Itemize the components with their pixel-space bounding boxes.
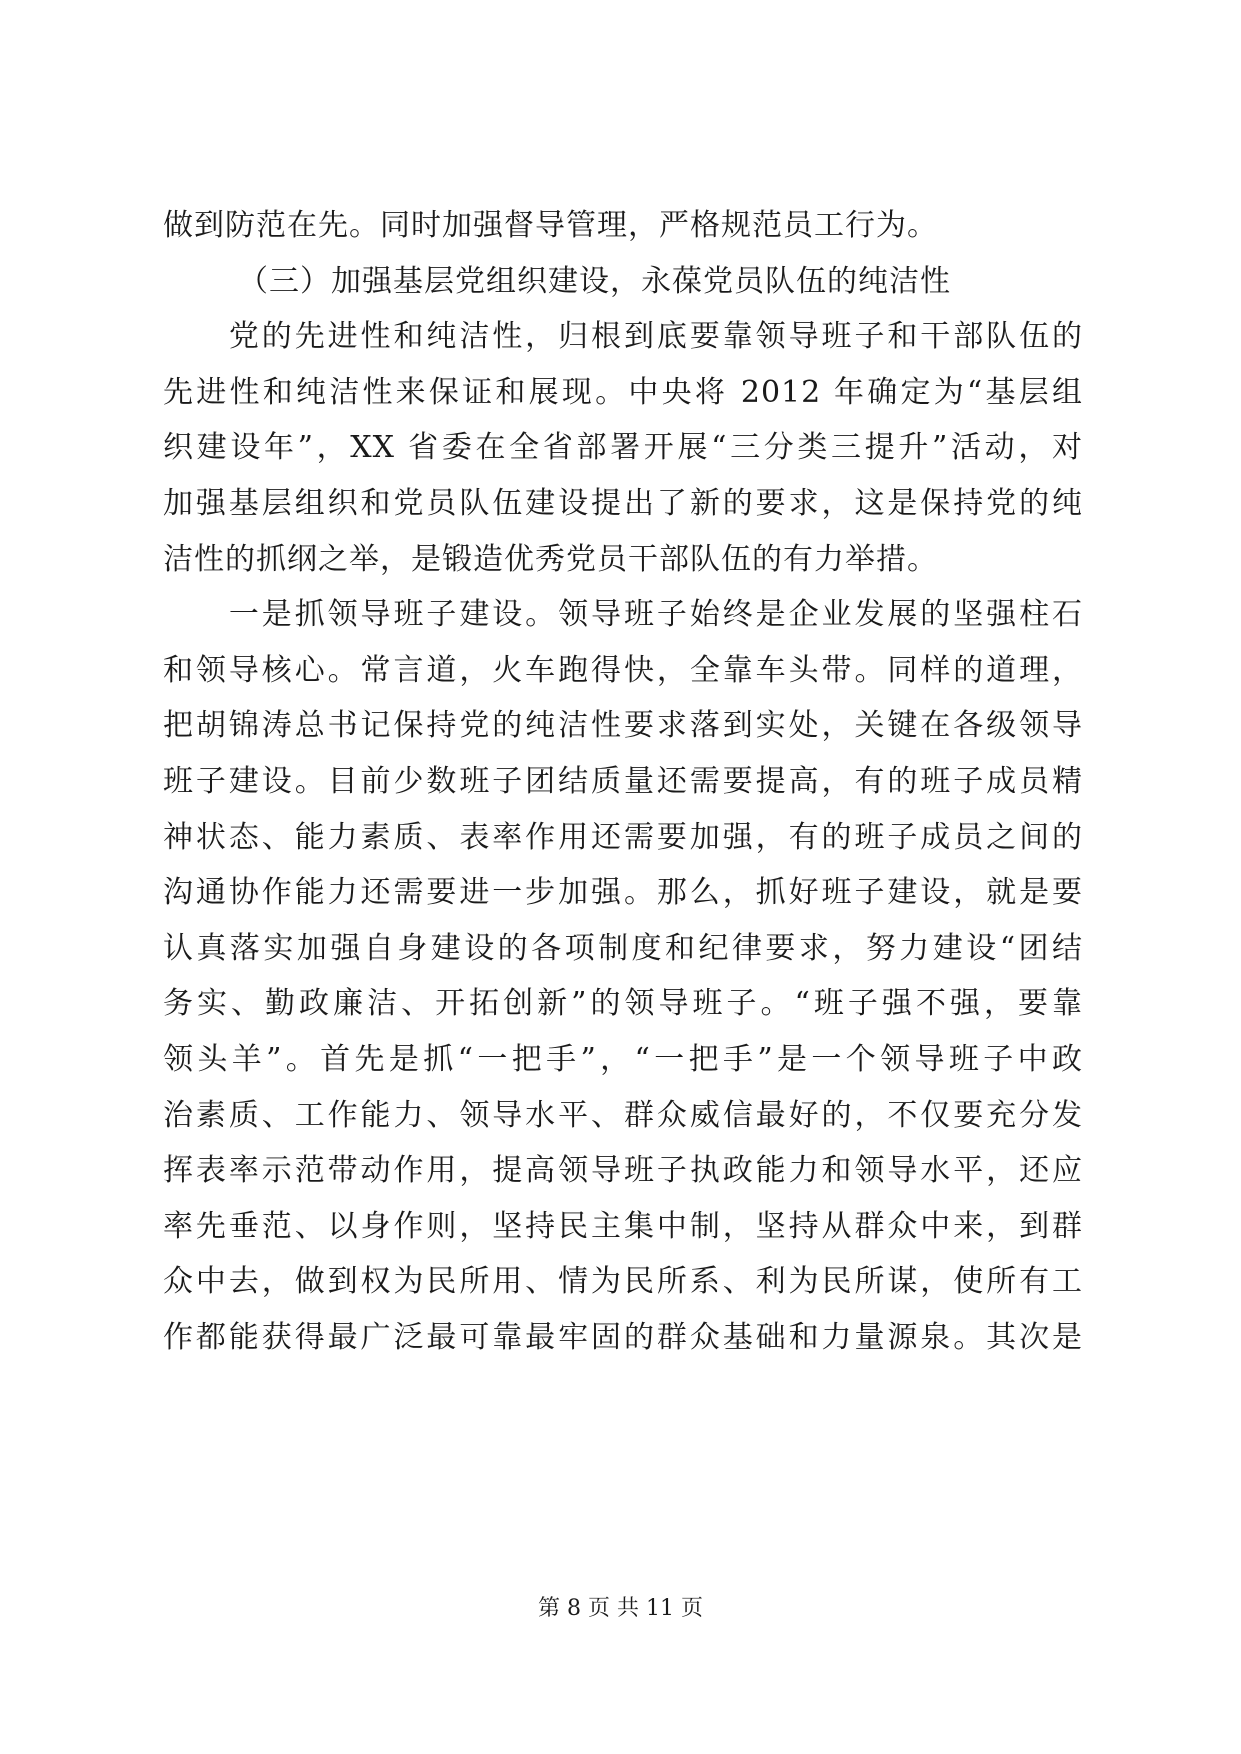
- text-line: 率先垂范、以身作则，坚持民主集中制，坚持从群众中来，到群: [163, 1208, 1083, 1244]
- text-line: 和领导核心。常言道，火车跑得快，全靠车头带。同样的道理，: [163, 652, 1083, 688]
- text-line: 党的先进性和纯洁性，归根到底要靠领导班子和干部队伍的: [163, 319, 1083, 355]
- text-line: 做到防范在先。同时加强督导管理，严格规范员工行为。: [163, 208, 938, 243]
- text-line: 把胡锦涛总书记保持党的纯洁性要求落到实处，关键在各级领导: [163, 708, 1083, 744]
- text-line: 加强基层组织和党员队伍建设提出了新的要求，这是保持党的纯: [163, 485, 1083, 521]
- text-line: 众中去，做到权为民所用、情为民所系、利为民所谋，使所有工: [163, 1264, 1083, 1300]
- text-line: 务实、勤政廉洁、开拓创新”的领导班子。“班子强不强，要靠: [163, 986, 1083, 1022]
- text-line: 治素质、工作能力、领导水平、群众威信最好的，不仅要充分发: [163, 1097, 1083, 1133]
- page-footer: 第 8 页 共 11 页: [538, 1596, 703, 1621]
- section-heading: （三）加强基层党组织建设，永葆党员队伍的纯洁性: [238, 263, 951, 299]
- text-line: 领头羊”。首先是抓“一把手”，“一把手”是一个领导班子中政: [163, 1041, 1083, 1077]
- text-line: 班子建设。目前少数班子团结质量还需要提高，有的班子成员精: [163, 763, 1083, 799]
- text-line: 认真落实加强自身建设的各项制度和纪律要求，努力建设“团结: [163, 930, 1083, 966]
- text-line: 作都能获得最广泛最可靠最牢固的群众基础和力量源泉。其次是: [163, 1319, 1083, 1355]
- text-line: 沟通协作能力还需要进一步加强。那么，抓好班子建设，就是要: [163, 875, 1083, 911]
- text-line: 一是抓领导班子建设。领导班子始终是企业发展的坚强柱石: [163, 597, 1083, 633]
- text-line: 神状态、能力素质、表率作用还需要加强，有的班子成员之间的: [163, 819, 1083, 855]
- document-body: [163, 198, 1083, 1365]
- text-line: 织建设年”，XX 省委在全省部署开展“三分类三提升”活动，对: [163, 430, 1083, 466]
- text-line: 挥表率示范带动作用，提高领导班子执政能力和领导水平，还应: [163, 1153, 1083, 1189]
- text-line: 洁性的抓纲之举，是锻造优秀党员干部队伍的有力举措。: [163, 541, 938, 577]
- text-line: 先进性和纯洁性来保证和展现。中央将 2012 年确定为“基层组: [163, 374, 1083, 410]
